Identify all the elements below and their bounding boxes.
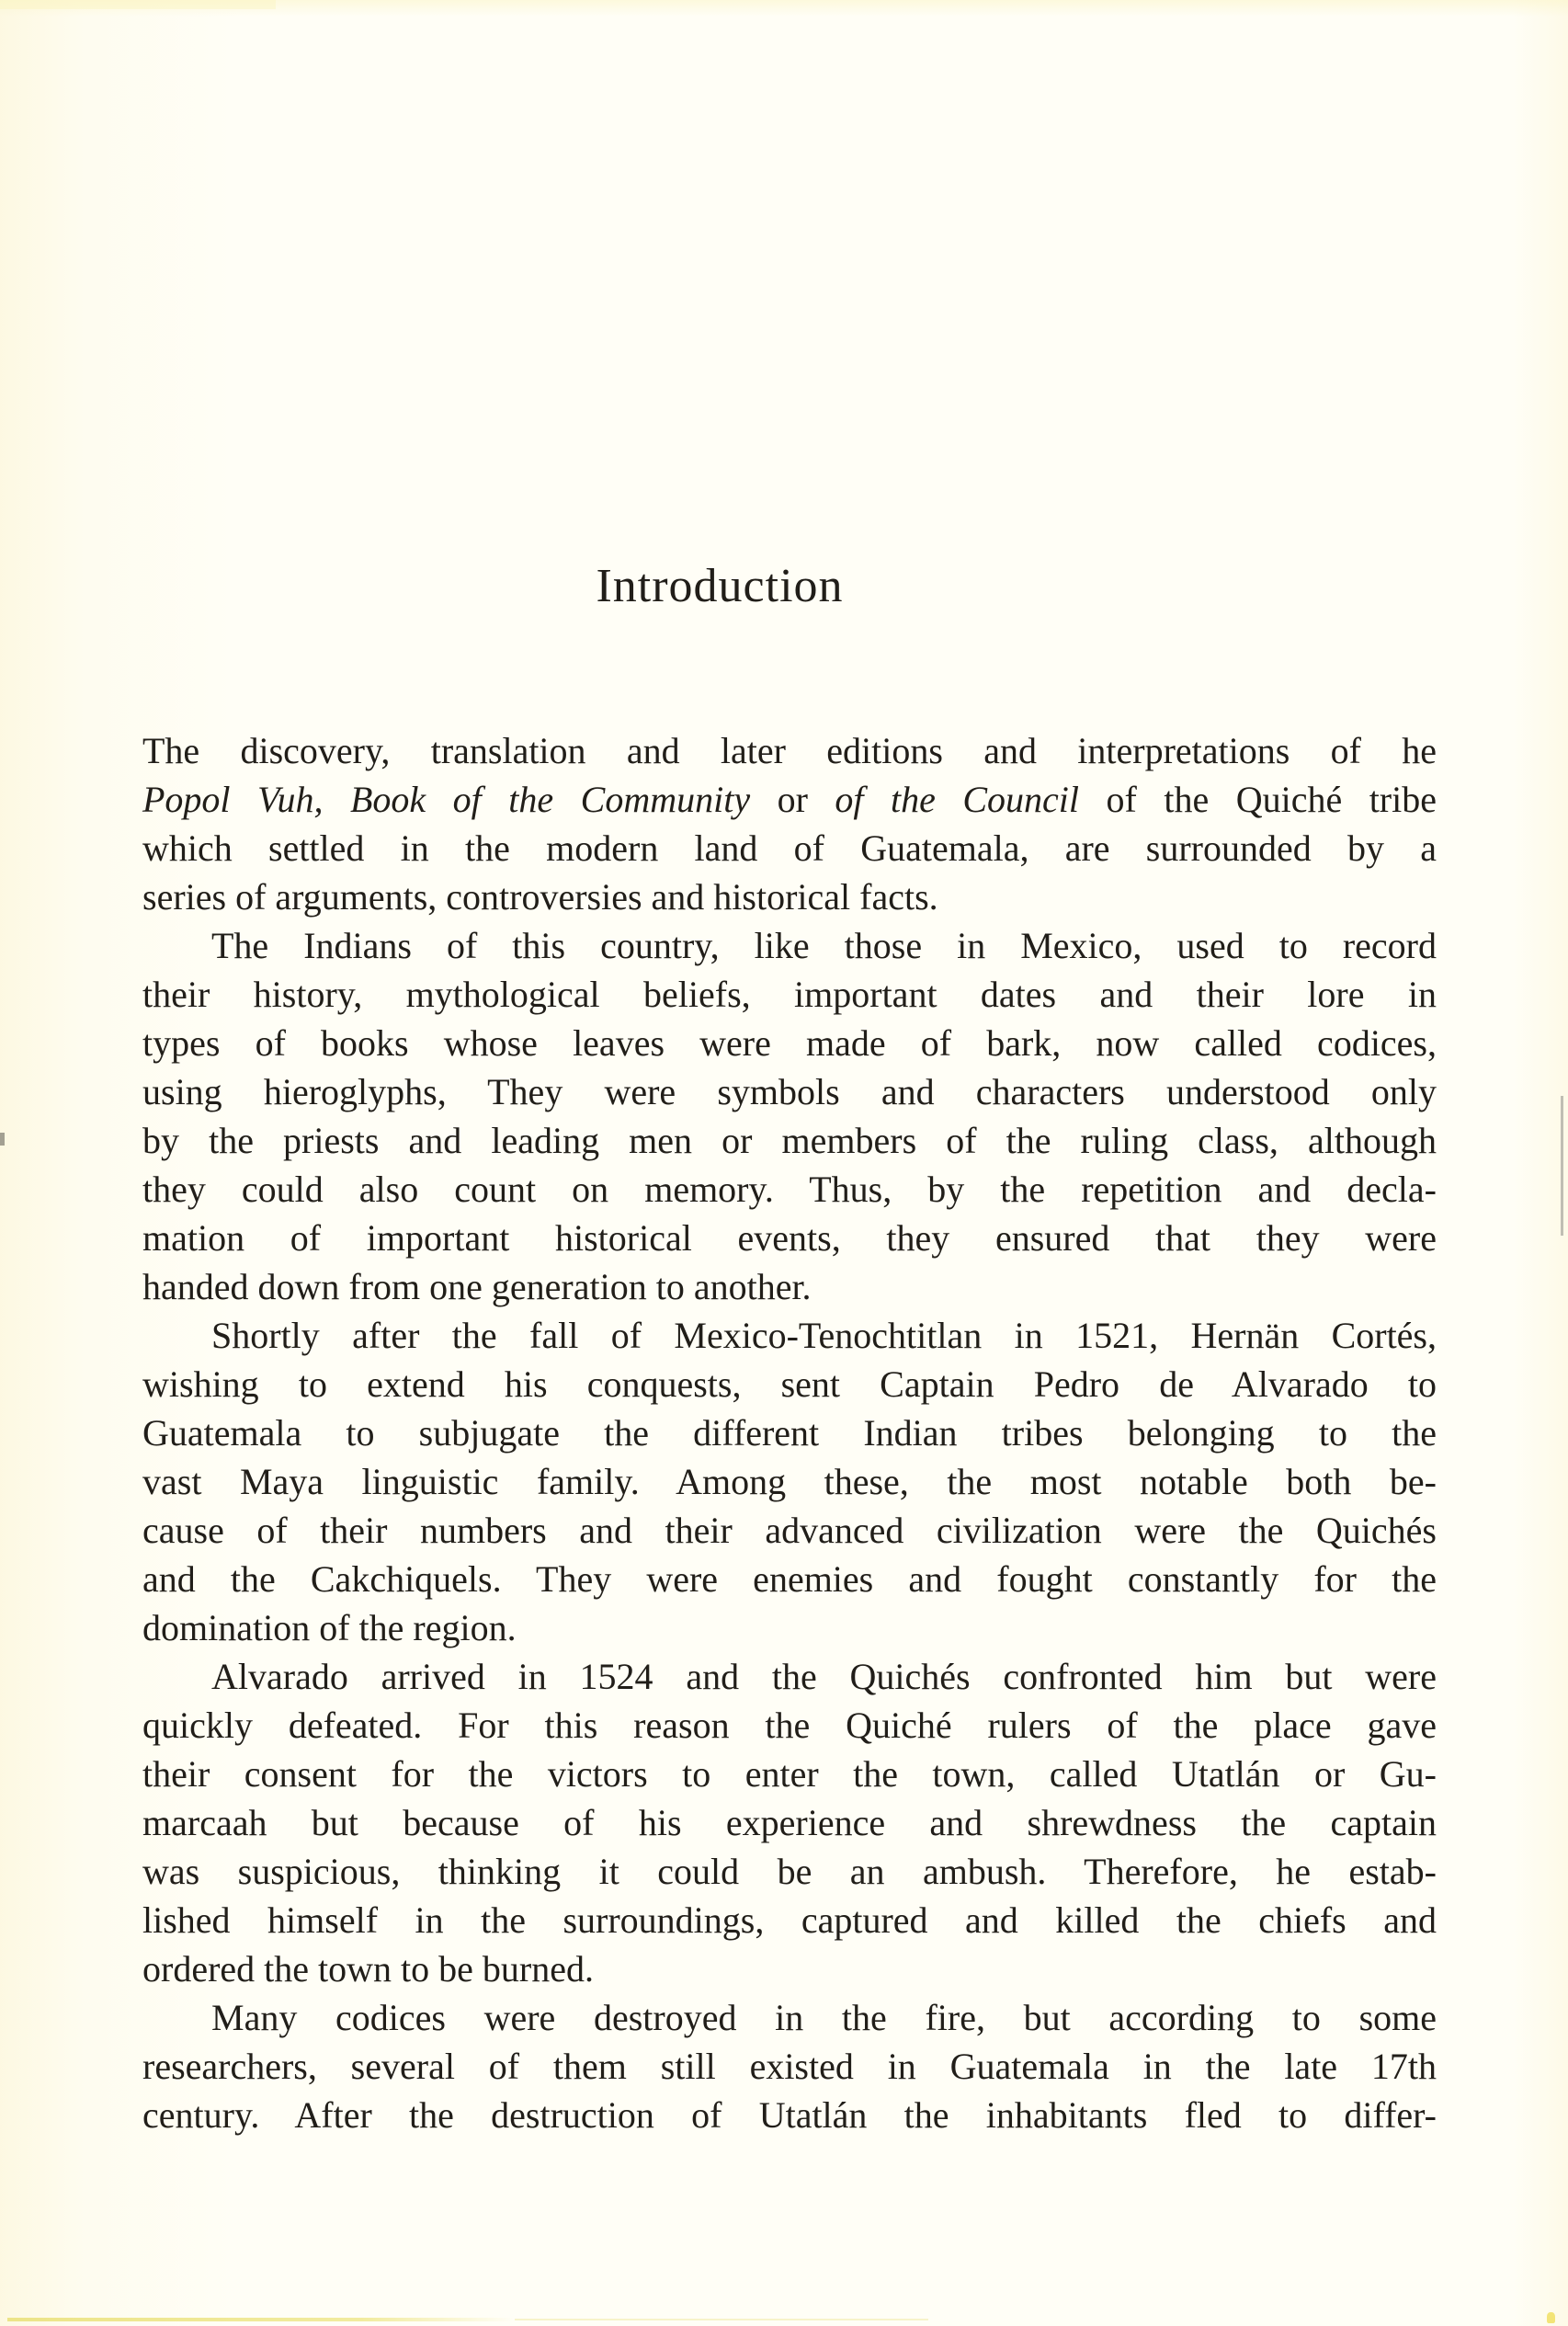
text-segment: cause of their numbers and their advanced civilization were the Quichés: [142, 1510, 1437, 1551]
text-segment: wishing to extend his conquests, sent Captain Pedro de Alvarado to: [142, 1363, 1437, 1405]
text-line: [142, 1165, 1437, 1214]
text-segment: Many codices were destroyed in the fire, but according to some: [211, 1997, 1437, 2038]
text-line: [142, 1750, 1437, 1798]
text-segment: Guatemala to subjugate the different Indian tribes belonging to the: [142, 1412, 1437, 1454]
text-segment: handed down from one generation to another.: [142, 1266, 812, 1307]
text-segment: types of books whose leaves were made of bark, now called codices,: [142, 1022, 1437, 1064]
scan-line-bottom-edge: [7, 2318, 515, 2321]
text-segment: lished himself in the surroundings, captured and killed the chiefs and: [142, 1899, 1437, 1941]
text-line: [142, 2042, 1437, 2091]
text-line: [142, 726, 1437, 775]
text-line: [142, 872, 1437, 921]
text-segment: they could also count on memory. Thus, by the repetition and decla-: [142, 1169, 1437, 1210]
text-line: [142, 1311, 1437, 1360]
text-line: [142, 1944, 1437, 1993]
text-segment: by the priests and leading men or members of the ruling class, although: [142, 1120, 1437, 1161]
text-segment: their history, mythological beliefs, important dates and their lore in: [142, 974, 1437, 1015]
italic-text-segment: of the Council: [835, 779, 1080, 820]
text-segment: series of arguments, controversies and historical facts.: [142, 876, 938, 918]
text-segment: their consent for the victors to enter the town, called Utatlán or Gu-: [142, 1753, 1437, 1795]
scan-streak-right-edge: [1561, 1096, 1563, 1236]
text-line: [142, 921, 1437, 970]
text-line: [142, 1652, 1437, 1701]
text-line: [142, 824, 1437, 872]
text-segment: of the Quiché tribe: [1079, 779, 1437, 820]
body-text: [142, 726, 1437, 2139]
text-segment: and the Cakchiquels. They were enemies and fought constantly for the: [142, 1558, 1437, 1600]
text-line: [142, 1067, 1437, 1116]
text-line: [142, 1408, 1437, 1457]
chapter-heading: Introduction: [596, 560, 844, 612]
text-line: [142, 1603, 1437, 1652]
text-segment: marcaah but because of his experience and shrewdness the captain: [142, 1802, 1437, 1843]
text-segment: researchers, several of them still existed in Guatemala in the late 17th: [142, 2046, 1437, 2087]
text-line: [142, 1896, 1437, 1944]
text-segment: was suspicious, thinking it could be an ambush. Therefore, he estab-: [142, 1851, 1437, 1892]
scan-dot-bottom-right: [1547, 2312, 1555, 2323]
text-segment: The Indians of this country, like those in Mexico, used to record: [211, 925, 1437, 966]
scan-tint-top-edge: [0, 0, 276, 9]
text-line: [142, 1798, 1437, 1847]
text-segment: Shortly after the fall of Mexico-Tenochtitlan in 1521, Hernän Cortés,: [211, 1315, 1437, 1356]
chapter-heading-wrap: [0, 559, 1439, 614]
text-segment: domination of the region.: [142, 1607, 517, 1648]
text-segment: quickly defeated. For this reason the Quiché rulers of the place gave: [142, 1705, 1437, 1746]
text-segment: vast Maya linguistic family. Among these, the most notable both be-: [142, 1461, 1437, 1502]
text-line: [142, 970, 1437, 1019]
text-segment: using hieroglyphs, They were symbols and characters understood only: [142, 1071, 1437, 1112]
text-line: [142, 1701, 1437, 1750]
text-line: [142, 1506, 1437, 1555]
text-line: [142, 1360, 1437, 1408]
italic-text-segment: Popol Vuh, Book of the Community: [142, 779, 751, 820]
text-segment: or: [750, 779, 835, 820]
text-segment: The discovery, translation and later editions and interpretations of he: [142, 730, 1437, 771]
scan-mark-left-edge: [0, 1133, 5, 1146]
text-line: [142, 2091, 1437, 2139]
text-segment: which settled in the modern land of Guatemala, are surrounded by a: [142, 827, 1437, 869]
text-segment: ordered the town to be burned.: [142, 1948, 594, 1990]
text-line: [142, 1993, 1437, 2042]
text-line: [142, 1457, 1437, 1506]
text-segment: Alvarado arrived in 1524 and the Quichés confronted him but were: [211, 1656, 1437, 1697]
text-line: [142, 1019, 1437, 1067]
text-line: [142, 1262, 1437, 1311]
text-segment: mation of important historical events, they ensured that they were: [142, 1217, 1437, 1259]
text-line: [142, 775, 1437, 824]
text-line: [142, 1116, 1437, 1165]
text-line: [142, 1847, 1437, 1896]
text-segment: century. After the destruction of Utatlán the inhabitants fled to differ-: [142, 2094, 1437, 2136]
scan-line-bottom-edge-faint: [515, 2319, 928, 2320]
text-line: [142, 1555, 1437, 1603]
text-line: [142, 1214, 1437, 1262]
